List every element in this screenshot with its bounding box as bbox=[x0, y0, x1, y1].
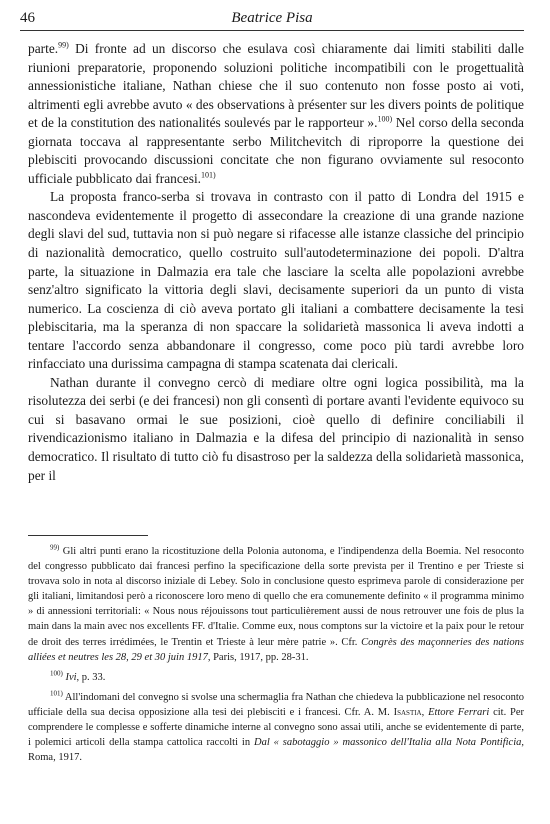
running-title: Beatrice Pisa bbox=[231, 10, 313, 26]
footnote-100: $^{100)}$ Ivi, p. 33. bbox=[50, 669, 106, 683]
footnote-101: $^{101)}$ All'indomani del convegno si svolse una schermaglia fra Nathan che chiedeva la pubblicazione nel resoconto ufficiale della sua decisa opposizione alla tesi dei plebisciti e i francesi. Cfr. A. M. Isastia, Ettore Ferrari cit. Per comprendere le complesse e sofferte dinamiche interne al convegno sono assai utili, anche se evidentemente di parte, i polemici articoli della stampa cattolica raccolti in Dal « sabotaggio » massonico dell'Italia alla Nota Pontificia, Roma, 1917. bbox=[28, 689, 525, 764]
page-number: 46 bbox=[20, 10, 35, 26]
paragraph-2: La proposta franco-serba si trovava in contrasto con il patto di Londra del 1915 e nascondeva evidentemente il progetto di assecondare la creazione di una grande nazione degli slavi del sud, tuttavia non si può negare si rifacesse alle istanze classiche del principio di nazionalità democratico, quello costruito sull'autodeterminazione dei popoli. D'altra parte, la situazione in Dalmazia era tale che lasciare la scelta alle popolazioni avrebbe senz'altro significato la vittoria degli slavi, decisamente superiori da un punto di vista numerico. La coscienza di ciò aveva portato gli italiani a combattere decisamente la tesi plebiscitaria, ma la speranza di non spaccare la solidarietà massonica li aveva indotti a tentare l'accordo senza abbandonare il congresso, come poco più tardi avrebbe loro rinfacciato una durissima campagna di stampa scatenata dai clericali. bbox=[28, 189, 524, 372]
note-ref-101: 101) bbox=[201, 170, 216, 180]
paragraph-3: Nathan durante il convegno cercò di mediare oltre ogni logica possibilità, ma la risolutezza dei serbi (e dei francesi) non gli consentì di portare avanti l'evidente equivoco su cui si basavano ormai le sue posizioni, cioè quello di definire conciliabili il rivendicazionismo italiano in Dalmazia e la difesa del principio di nazionalità in senso democratico. Il risultato di tutto ciò fu disastroso per la saldezza della solidarietà massonica, per il bbox=[28, 374, 524, 483]
main-text bbox=[28, 40, 524, 485]
paragraph-1: parte.$^{99)}$ Di fronte ad un discorso che esulava così chiaramente dai limiti stabiliti dalle riunioni preparatorie, proponendo soluzioni politiche incompatibili con le progettualità annessionistiche italiane, Nathan chiese che il suo contenuto non fosse posto ai voti, altrimenti egli avrebbe avuto « des observations à présenter sur les divers points de politique et de la constitution des nationalités soulevés par le rapporteur ».$^{100)}$ Nel corso della seconda giornata toccava al rappresentante serbo Militchevitch di riproporre la questione dei plebisciti provocando discussioni concitate che non figurano ovviamente sul resoconto ufficiale pubblicato dai francesi.$^{101)}$ bbox=[28, 40, 524, 186]
footnotes bbox=[28, 544, 524, 770]
header-rule bbox=[20, 30, 524, 31]
note-ref-99: 99) bbox=[58, 40, 69, 50]
footnote-99: $^{99)}$ Gli altri punti erano la ricostituzione della Polonia autonoma, e l'indipendenza della Boemia. Nel resoconto del congresso pubblicato dai francesi perfino la specificazione della sorte prevista per il Trentino e per Trieste si trovava solo in nota al discorso iniziale di Lebey. Solo in conclusione questo esprimeva parole di considerazione per gli italiani, limitandosi però a riconoscere loro meno di quello che era comunemente definito « il programma minimo » di annessioni territoriali: « Nous nous réjouissons tout particulièrement aussi de nous retrouver une fois de plus la main dans la main avec nos excellents FF. d'Italie. Comme eux, nous comptons sur la victoire et la paix pour le retour de droit des terres irrédimées, le Trentin et Trieste à leur mère patrie ». Cfr. Congrès des maçonneries des nations alliées et neutres les 28, 29 et 30 juin 1917, Paris, 1917, pp. 28-31. bbox=[28, 543, 524, 663]
footnote-rule bbox=[28, 535, 148, 536]
page-header bbox=[20, 10, 524, 32]
note-ref-100: 100) bbox=[377, 114, 393, 124]
